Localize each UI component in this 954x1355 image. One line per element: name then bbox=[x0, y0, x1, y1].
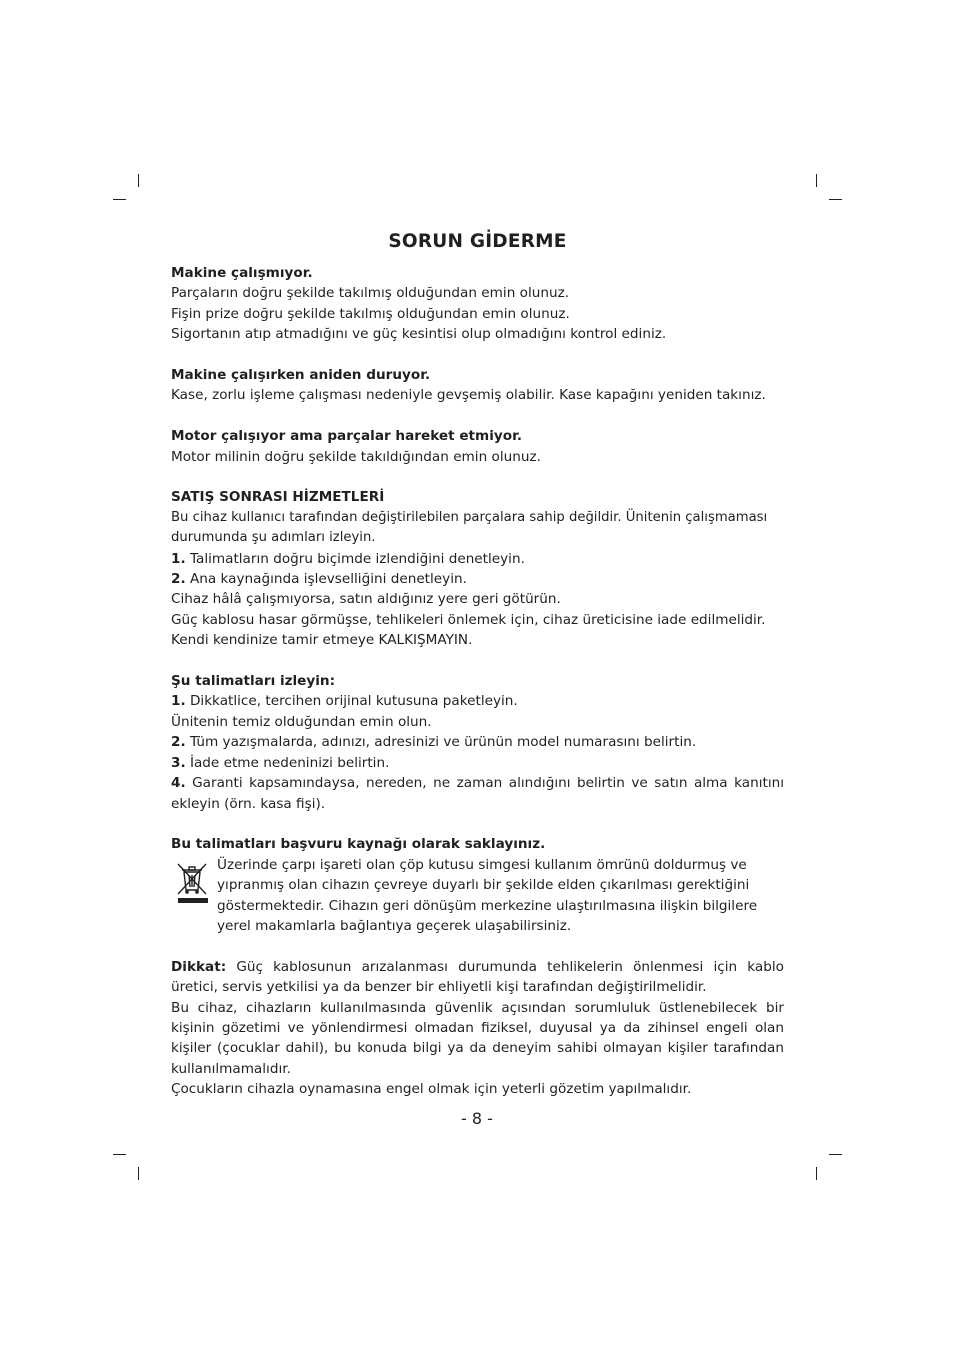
section-heading: Şu talimatları izleyin: bbox=[171, 673, 336, 690]
warning-paragraph bbox=[171, 957, 784, 998]
step-number: 1. bbox=[171, 693, 186, 710]
paragraph: Bu cihaz kullanıcı tarafından değiştirilebilen parçalara sahip değildir. Ünitenin çalışmaması durumunda şu adımları izleyin. bbox=[171, 509, 768, 546]
step-text: İade etme nedeninizi belirtin. bbox=[185, 754, 390, 771]
warning-label: Dikkat: bbox=[171, 958, 227, 975]
step-text: Talimatların doğru biçimde izlendiğini denetleyin. bbox=[185, 550, 525, 567]
step-item bbox=[171, 691, 784, 711]
section-heading: Makine çalışırken aniden duruyor. bbox=[171, 367, 431, 384]
crossed-out-bin-icon bbox=[175, 861, 211, 903]
step-item bbox=[171, 753, 784, 773]
crop-mark-top-left-h bbox=[113, 199, 126, 200]
paragraph-line: Motor milinin doğru şekilde takıldığından emin olunuz. bbox=[171, 448, 541, 465]
paragraph-line: Ünitenin temiz olduğundan emin olun. bbox=[171, 713, 432, 730]
step-number: 1. bbox=[171, 550, 186, 567]
paragraph-line: Güç kablosu hasar görmüşse, tehlikeleri önlemek için, cihaz üreticisine iade edilmelidir. bbox=[171, 611, 766, 628]
page-number: - 8 - bbox=[461, 1109, 493, 1128]
disposal-text: Üzerinde çarpı işareti olan çöp kutusu simgesi kullanım ömrünü doldurmuş ve yıpranmış olan cihazın çevreye duyarlı bir şekilde elden çıkarılması gerektiğini göstermektedir. Cihazın geri dönüşüm merkezine ulaştırılmasına ilişkin bilgilere yerel makamlarla bağlantıya geçerek ulaşabilirsiniz. bbox=[217, 856, 758, 934]
paragraph-line: Sigortanın atıp atmadığını ve güç kesintisi olup olmadığını kontrol ediniz. bbox=[171, 326, 667, 343]
step-number: 3. bbox=[171, 754, 186, 771]
paragraph-line: Kase, zorlu işleme çalışması nedeniyle gevşemiş olabilir. Kase kapağını yeniden takınız. bbox=[171, 387, 766, 404]
section-heading: Motor çalışıyor ama parçalar hareket etmiyor. bbox=[171, 428, 523, 445]
step-item bbox=[171, 549, 784, 569]
step-text: Tüm yazışmalarda, adınızı, adresinizi ve ürünün model numarasını belirtin. bbox=[185, 734, 697, 751]
paragraph: Bu cihaz, cihazların kullanılmasında güvenlik açısından sorumluluk üstlenebilecek bir kişinin gözetimi ve yönlendirmesi olmadan fiziksel, duyusal ya da zihinsel engeli olan kişiler (çocuklar dahil), bu konuda bilgi ya da deneyim sahibi olmayan kişiler tarafından kullanılmamalıdır. bbox=[171, 999, 784, 1077]
crop-mark-bottom-right-h bbox=[829, 1154, 842, 1155]
section-warning bbox=[171, 957, 784, 1100]
step-text: Ana kaynağında işlevselliğini denetleyin. bbox=[185, 571, 467, 588]
paragraph-line: Fişin prize doğru şekilde takılmış olduğundan emin olunuz. bbox=[171, 305, 570, 322]
section-keep-instructions bbox=[171, 834, 784, 936]
step-number: 4. bbox=[171, 775, 186, 792]
step-item bbox=[171, 773, 784, 814]
section-heading: SATIŞ SONRASI HİZMETLERİ bbox=[171, 489, 385, 506]
crop-mark-bottom-left-h bbox=[113, 1154, 126, 1155]
section-heading: Makine çalışmıyor. bbox=[171, 265, 313, 281]
step-item bbox=[171, 569, 784, 589]
page-content bbox=[171, 229, 784, 1120]
step-number: 2. bbox=[171, 571, 186, 588]
crop-mark-top-right-v bbox=[816, 174, 817, 187]
paragraph-line: Cihaz hâlâ çalışmıyorsa, satın aldığınız yere geri götürün. bbox=[171, 591, 561, 608]
section-motor-runs bbox=[171, 426, 784, 467]
disposal-notice bbox=[171, 855, 784, 937]
section-machine-stops bbox=[171, 365, 784, 406]
paragraph-line: Kendi kendinize tamir etmeye KALKIŞMAYIN. bbox=[171, 632, 473, 649]
section-after-sales bbox=[171, 487, 784, 650]
page-title: SORUN GİDERME bbox=[388, 231, 567, 252]
step-text: Garanti kapsamındaysa, nereden, ne zaman alındığını belirtin ve satın alma kanıtını ekleyin (örn. kasa fişi). bbox=[171, 775, 784, 812]
crop-mark-bottom-left-v bbox=[138, 1167, 139, 1180]
section-heading: Bu talimatları başvuru kaynağı olarak saklayınız. bbox=[171, 836, 546, 853]
section-machine-not-working bbox=[171, 263, 784, 345]
crop-mark-top-right-h bbox=[829, 199, 842, 200]
step-item bbox=[171, 732, 784, 752]
section-follow-instructions bbox=[171, 671, 784, 814]
step-number: 2. bbox=[171, 734, 186, 751]
step-text: Dikkatlice, tercihen orijinal kutusuna paketleyin. bbox=[185, 693, 518, 710]
crop-mark-top-left-v bbox=[138, 174, 139, 187]
paragraph-line: Parçaların doğru şekilde takılmış olduğundan emin olunuz. bbox=[171, 285, 570, 302]
paragraph: Çocukların cihazla oynamasına engel olmak için yeterli gözetim yapılmalıdır. bbox=[171, 1081, 692, 1098]
warning-text: Güç kablosunun arızalanması durumunda tehlikelerin önlenmesi için kablo üretici, servis yetkilisi ya da benzer bir ehliyetli kişi tarafından değiştirilmelidir. bbox=[171, 958, 784, 996]
crop-mark-bottom-right-v bbox=[816, 1167, 817, 1180]
